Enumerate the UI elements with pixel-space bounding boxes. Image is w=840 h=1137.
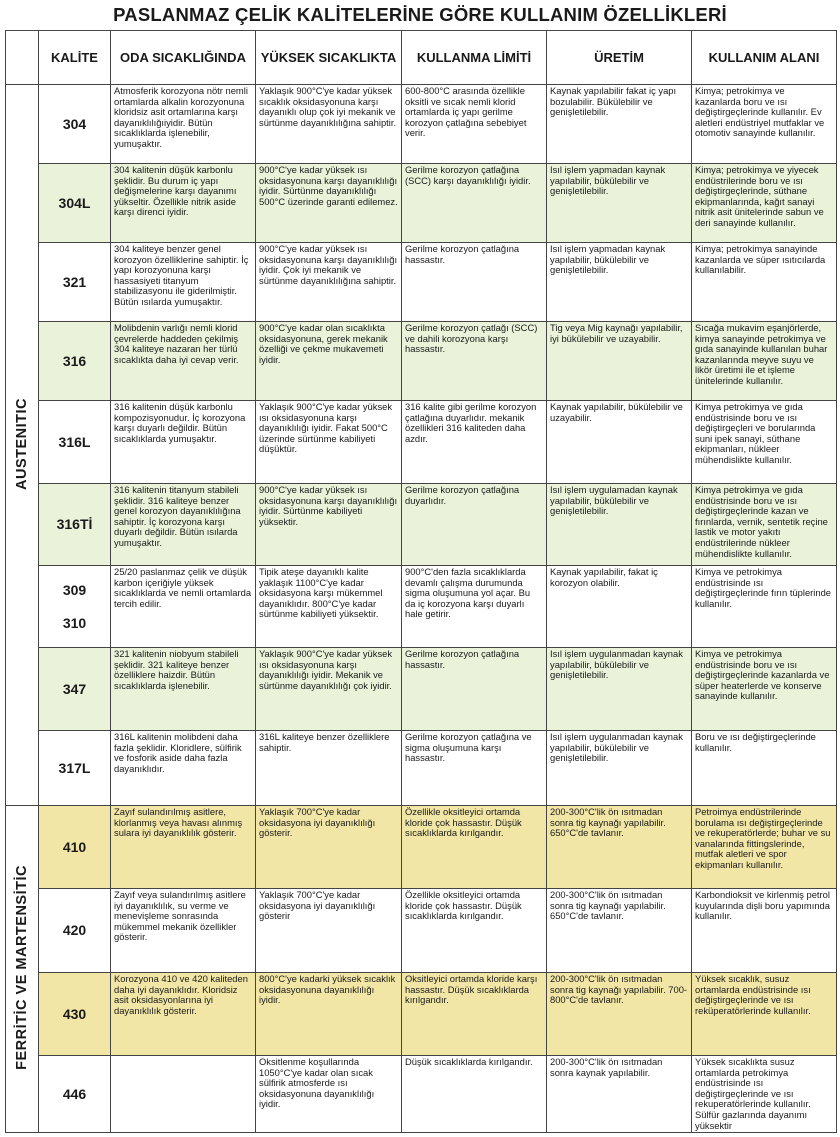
table-row <box>6 322 837 401</box>
header-usage-limit: KULLANMA LİMİTİ <box>402 31 547 85</box>
table-row <box>6 1056 837 1133</box>
grade-cell: 317L <box>39 731 111 806</box>
room-temp-cell: 316 kalitenin düşük karbonlu kompozisyonudur. İç korozyona karşı duyarlı değildir. Bütün sıcaklıklarda yumuşaktır. <box>111 401 256 484</box>
production-cell: Tig veya Mig kaynağı yapılabilir, iyi bükülebilir ve uzayabilir. <box>547 322 692 401</box>
group-label: AUSTENITIC <box>13 397 30 490</box>
high-temp-cell: 316L kaliteye benzer özelliklere sahiptir. <box>256 731 402 806</box>
usage-area-cell: Kimya petrokimya ve gıda endüstrisinde boru ve ısı değiştirgeçleri ve borularında suni ipek sanayi, süthane ekipmanları, nükleer mühendislikte kullanılır. <box>692 401 837 484</box>
document-title: PASLANMAZ ÇELİK KALİTELERİNE GÖRE KULLANIM ÖZELLİKLERİ <box>113 4 727 25</box>
high-temp-cell: Tipik ateşe dayanıklı kalite yaklaşık 1100°C'ye kadar oksidasyona karşı mükemmel dayanıklıdır. 800°C'ye kadar sürtünme kabiliyeti yüksektir. <box>256 566 402 648</box>
grade-cell: 316L <box>39 401 111 484</box>
production-cell: Kaynak yapılabilir, fakat iç korozyon olabilir. <box>547 566 692 648</box>
high-temp-cell: Yaklaşık 700°C'ye kadar oksidasyona iyi dayanıklılığı gösterir. <box>256 806 402 889</box>
production-cell: Isıl işlem uygulanmadan kaynak yapılabilir, bükülebilir ve genişletilebilir. <box>547 731 692 806</box>
table-row <box>6 806 837 889</box>
usage-limit-cell: 600-800°C arasında özellikle oksitli ve sıcak nemli klorid ortamlarda iç yapı gerilme korozyon çatlağına sebebiyet verir. <box>402 85 547 164</box>
grade-cell: 430 <box>39 973 111 1056</box>
usage-area-cell: Kimya; petrokimya ve yiyecek endüstrilerinde boru ve ısı değiştirgeçlerinde, süthane ekipmanlarında, kağıt sanayi nitrik asit ünitelerinde sabun ve deri sanayinde kullanılır. <box>692 164 837 243</box>
header-usage-area: KULLANIM ALANI <box>692 31 837 85</box>
high-temp-cell: Yaklaşık 900°C'ye kadar yüksek ısı oksidasyonuna karşı dayanıklılığı iyidir. Mekanik ve sürtünme dayanıklılığı çok iyidir. <box>256 648 402 731</box>
header-high-temp: YÜKSEK SICAKLIKTA <box>256 31 402 85</box>
usage-area-cell: Yüksek sıcaklık, susuz ortamlarda endüstrisinde ısı değiştirgeçlerinde ve ısı reküperatörlerinde kullanılır. <box>692 973 837 1056</box>
header-production: ÜRETİM <box>547 31 692 85</box>
grade-cell: 304L <box>39 164 111 243</box>
header-row <box>6 31 837 85</box>
usage-area-cell: Yüksek sıcaklıkta susuz ortamlarda petrokimya endüstrisinde ısı değiştirgeçlerinde ve ısı rekuperatörlerinde kullanılır. Sülfür gazlarında dayanımı yüksektir <box>692 1056 837 1133</box>
usage-limit-cell: Gerilme korozyon çatlağına duyarlıdır. <box>402 484 547 566</box>
grade-309: 309 <box>62 581 87 598</box>
room-temp-cell: 321 kalitenin niobyum stabileli şeklidir. 321 kaliteye benzer özelliklere haizdir. Bütün sıcaklıklarda işlenebilir. <box>111 648 256 731</box>
usage-limit-cell: Gerilme korozyon çatlağına hassastır. <box>402 648 547 731</box>
usage-area-cell: Petroimya endüstrilerinde borulama ısı değiştirgeçlerinde ve rekuperatörlerde; buhar ve su vanalarında fittingslerinde, mutfak aletleri ve spor ekipmanları kullanılır. <box>692 806 837 889</box>
usage-limit-cell: Özellikle oksitleyici ortamda kloride çok hassastır. Düşük sıcaklıklarda kırılgandır. <box>402 806 547 889</box>
room-temp-cell: 25/20 paslanmaz çelik ve düşük karbon içeriğiyle yüksek sıcaklıklarda ve nemli ortamlarda tercih edilir. <box>111 566 256 648</box>
table-row <box>6 889 837 973</box>
production-cell: Isıl işlem yapmadan kaynak yapılabilir, bükülebilir ve genişletilebilir. <box>547 164 692 243</box>
header-room-temp: ODA SICAKLIĞINDA <box>111 31 256 85</box>
usage-area-cell: Kimya; petrokimya ve kazanlarda boru ve ısı değiştirgeçlerinde kullanılır. Ev aletleri endüstriyel mutfaklar ve otomotiv sanayinde kullanılır. <box>692 85 837 164</box>
production-cell: Isıl işlem uygulanmadan kaynak yapılabilir, bükülebilir ve genişletilebilir. <box>547 648 692 731</box>
usage-area-cell: Karbondioksit ve kirlenmiş petrol kuyularında dişli boru yapımında kullanılır. <box>692 889 837 973</box>
table-row <box>6 243 837 322</box>
grade-cell: 316Tİ <box>39 484 111 566</box>
group-label: FERRİTİC VE MARTENSİTİC <box>13 865 30 1071</box>
production-cell: 200-300°C'lik ön ısıtmadan sonra tig kaynağı yapılabilir. 650°C'de tavlanır. <box>547 806 692 889</box>
room-temp-cell: 316 kalitenin titanyum stabileli şeklidir. 316 kaliteye benzer genel korozyon dayanıklılığına sahiptir. İç korozyona karşı duyarlı değildir. Bütün ısılarda yumuşaktır. <box>111 484 256 566</box>
room-temp-cell: Zayıf sulandırılmış asitlere, klorlanmış veya havası alınmış sulara iyi dayanıklılık gösterir. <box>111 806 256 889</box>
usage-limit-cell: Özellikle oksitleyici ortamda kloride çok hassastır. Düşük sıcaklıklarda kırılgandır. <box>402 889 547 973</box>
production-cell: 200-300°C'lik ön ısıtmadan sonra tig kaynağı yapılabilir. 700-800°C'de tavlanır. <box>547 973 692 1056</box>
production-cell: Isıl işlem yapmadan kaynak yapılabilir, bükülebilir ve genişletilebilir. <box>547 243 692 322</box>
grade-cell: 446 <box>39 1056 111 1133</box>
usage-area-cell: Sıcağa mukavim eşanjörlerde, kimya sanayinde petrokimya ve gıda sanayinde kullanılan buhar kazanlarında meyve suyu ve likör üretimi ile et işleme ünitelerinde kullanılır. <box>692 322 837 401</box>
usage-area-cell: Kimya ve petrokimya endüstrisinde boru ve ısı değiştirgeçlerinde kazanlarda ve süper heaterlerde ve konserve sanayinde kullanılır. <box>692 648 837 731</box>
group-ferritic <box>6 806 39 1133</box>
usage-area-cell: Kimya ve petrokimya endüstrisinde ısı değiştirgeçlerinde fırın tüplerinde kullanılır. <box>692 566 837 648</box>
production-cell: 200-300°C'lik ön ısıtmadan sonra tig kaynağı yapılabilir. 650°C'de tavlanır. <box>547 889 692 973</box>
group-austenitic <box>6 85 39 806</box>
production-cell: Kaynak yapılabilir fakat iç yapı bozulabilir. Bükülebilir ve genişletilebilir. <box>547 85 692 164</box>
room-temp-cell: 304 kalitenin düşük karbonlu şeklidir. Bu durum iç yapı değişmelerine karşı dayanımı yükseltir. Özellikle nitrik aside karşı direnci iyidir. <box>111 164 256 243</box>
room-temp-cell: Zayıf veya sulandırılmış asitlere iyi dayanıklılık, su verme ve menevişleme sonrasında mükemmel mekanik özellikler gösterir. <box>111 889 256 973</box>
high-temp-cell: 800°C'ye kadarki yüksek sıcaklık oksidasyonuna dayanıklılığı iyidir. <box>256 973 402 1056</box>
grade-cell: 316 <box>39 322 111 401</box>
room-temp-cell: Atmosferik korozyona nötr nemli ortamlarda alkalin korozyonuna kloridsiz asit ortamlarına karşı dayanıklılığıiyidir. Bütün sıcaklıklarda işlenebilir, yumuşaktır. <box>111 85 256 164</box>
grade-cell <box>39 566 111 648</box>
table-row <box>6 401 837 484</box>
corner-cell <box>6 31 39 85</box>
grade-cell: 420 <box>39 889 111 973</box>
room-temp-cell: Korozyona 410 ve 420 kaliteden daha iyi dayanıklıdır. Kloridsiz asit oksidasyonlarına iyi dayanıklılık gösterir. <box>111 973 256 1056</box>
grade-cell: 347 <box>39 648 111 731</box>
room-temp-cell: Molibdenin varlığı nemli klorid çevrelerde haddeden çekilmiş 304 kaliteye nazaran her türlü sıcaklıkta daha iyi cevap verir. <box>111 322 256 401</box>
table-row <box>6 731 837 806</box>
usage-limit-cell: Gerilme korozyon çatlağına hassastır. <box>402 243 547 322</box>
usage-limit-cell: 900°C'den fazla sıcaklıklarda devamlı çalışma durumunda sigma oluşumuna yol açar. Bu da iç korozyona karşı duyarlı hale getirir. <box>402 566 547 648</box>
grade-cell: 410 <box>39 806 111 889</box>
high-temp-cell: Yaklaşık 900°C'ye kadar yüksek ısı oksidasyonuna karşı dayanıklılığı iyidir. Fakat 500°C üzerinde sürtünme kabiliyeti düşüktür. <box>256 401 402 484</box>
usage-area-cell: Boru ve ısı değiştirgeçlerinde kullanılır. <box>692 731 837 806</box>
high-temp-cell: Yaklaşık 900°C'ye kadar yüksek sıcaklık oksidasyonuna karşı dayanıklı olup çok iyi mekanik ve sürtünme dayanıklılığına sahiptir. <box>256 85 402 164</box>
header-grade: KALİTE <box>39 31 111 85</box>
room-temp-cell <box>111 1056 256 1133</box>
high-temp-cell: Oksitlenme koşullarında 1050°C'ye kadar olan sıcak sülfirik atmosferde ısı oksidasyonuna dayanıklılığı iyidir. <box>256 1056 402 1133</box>
table-row <box>6 164 837 243</box>
usage-limit-cell: Gerilme korozyon çatlağına ve sigma oluşumuna karşı hassastır. <box>402 731 547 806</box>
usage-limit-cell: Gerilme korozyon çatlağına (SCC) karşı dayanıklılığı iyidir. <box>402 164 547 243</box>
high-temp-cell: 900°C'ye kadar yüksek ısı oksidasyonuna karşı dayanıklılığı iyidir. Sürtünme kabiliyeti yüksektir. <box>256 484 402 566</box>
usage-area-cell: Kimya petrokimya ve gıda endüstrisinde boru ve ısı değiştirgeçlerinde kazan ve fırınlarda, vernik, sentetik reçine lastik ve motor yakıtı endüstrilerinde nükleer mühendislikte kullanılır. <box>692 484 837 566</box>
high-temp-cell: Yaklaşık 700°C'ye kadar oksidasyona iyi dayanıklılığı gösterir <box>256 889 402 973</box>
grade-cell: 321 <box>39 243 111 322</box>
high-temp-cell: 900°C'ye kadar yüksek ısı oksidasyonuna karşı dayanıklılığı iyidir. Sürtünme dayanıklılığı 500°C üzerinde garanti edilemez. <box>256 164 402 243</box>
production-cell: Kaynak yapılabilir, bükülebilir ve uzayabilir. <box>547 401 692 484</box>
usage-limit-cell: Gerilme korozyon çatlağı (SCC) ve dahili korozyona karşı hassastır. <box>402 322 547 401</box>
table-row <box>6 973 837 1056</box>
production-cell: Isıl işlem uygulamadan kaynak yapılabilir, bükülebilir ve genişletilebilir. <box>547 484 692 566</box>
properties-table <box>5 30 837 1133</box>
grade-cell: 304 <box>39 85 111 164</box>
grade-310: 310 <box>62 614 87 631</box>
usage-limit-cell: Oksitleyici ortamda kloride karşı hassastır. Düşük sıcaklıklarda kırılgandır. <box>402 973 547 1056</box>
table-row <box>6 484 837 566</box>
usage-area-cell: Kimya; petrokimya sanayinde kazanlarda ve süper ısıtıcılarda kullanılabilir. <box>692 243 837 322</box>
room-temp-cell: 304 kaliteye benzer genel korozyon özelliklerine sahiptir. İç yapı korozyonuna karşı hassasiyeti titanyum stabilizasyonu ile giderilmiştir. Bütün ısılarda yumuşaktır. <box>111 243 256 322</box>
table-row <box>6 566 837 648</box>
room-temp-cell: 316L kalitenin molibdeni daha fazla şeklidir. Kloridlere, sülfirik ve fosforik aside daha fazla dayanıklıdır. <box>111 731 256 806</box>
table-row <box>6 648 837 731</box>
high-temp-cell: 900°C'ye kadar olan sıcaklıkta oksidasyonuna, gerek mekanik özelliği ve çekme mukavemeti iyidir. <box>256 322 402 401</box>
usage-limit-cell: 316 kalite gibi gerilme korozyon çatlağına duyarlıdır. mekanik özellikleri 316 kaliteden daha azdır. <box>402 401 547 484</box>
production-cell: 200-300°C'lik ön ısıtmadan sonra kaynak yapılabilir. <box>547 1056 692 1133</box>
high-temp-cell: 900°C'ye kadar yüksek ısı oksidasyonuna karşı dayanıklılığı iyidir. Çok iyi mekanik ve sürtünme dayanıklılığına sahiptir. <box>256 243 402 322</box>
table-row <box>6 85 837 164</box>
usage-limit-cell: Düşük sıcaklıklarda kırılgandır. <box>402 1056 547 1133</box>
